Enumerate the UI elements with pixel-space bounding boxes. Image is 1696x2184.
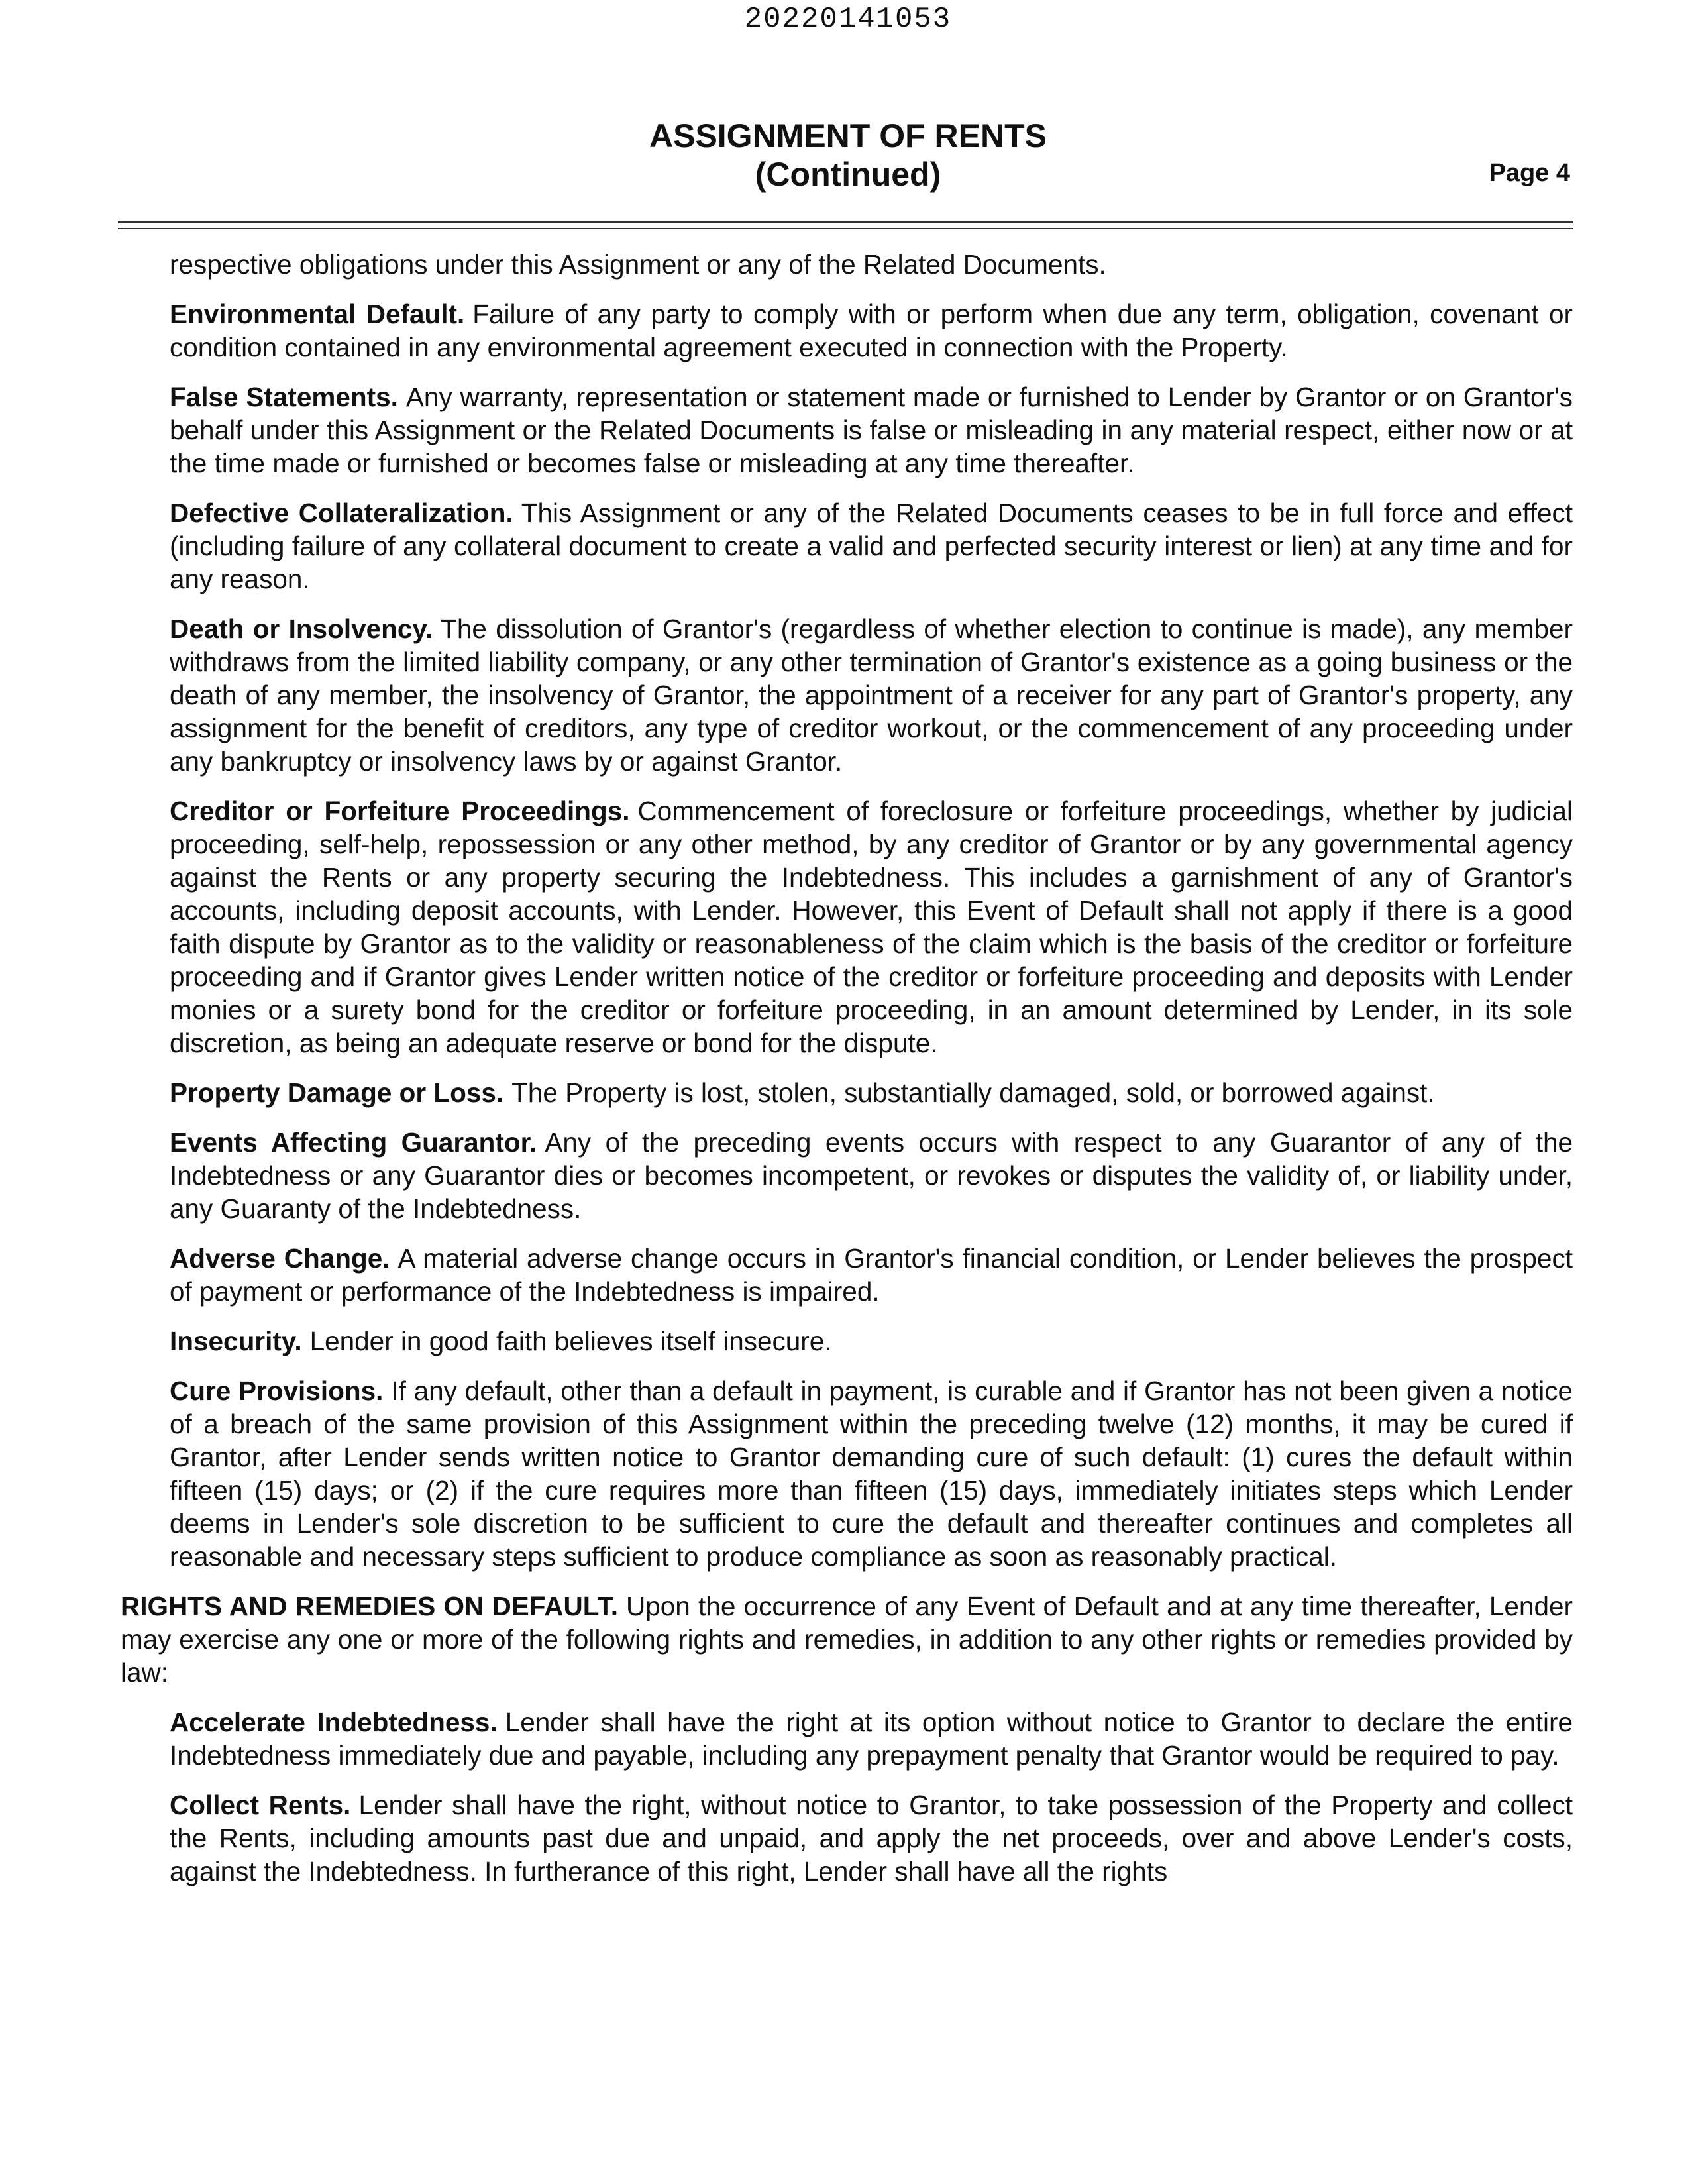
- event-heading: Adverse Change.: [170, 1243, 390, 1274]
- section-text: Upon the occurrence of any Event of Default and at any time thereafter, Lender may exercise any one or more of the following rights and remedies, in addition to any other rights or remedies provided by law:: [121, 1591, 1573, 1688]
- event-false-statements: [170, 380, 1573, 480]
- document-body: [121, 248, 1573, 1904]
- event-heading: Cure Provisions.: [170, 1376, 384, 1406]
- rights-and-remedies-section: [121, 1590, 1573, 1689]
- event-death-or-insolvency: [170, 612, 1573, 778]
- document-number: 20220141053: [744, 3, 952, 36]
- remedy-accelerate-indebtedness: [170, 1706, 1573, 1772]
- event-heading: Property Damage or Loss.: [170, 1077, 504, 1108]
- event-cure-provisions: [170, 1374, 1573, 1573]
- event-text: Any warranty, representation or statement made or furnished to Lender by Grantor or on Grantor's behalf under this Assignment or the Related Documents is false or misleading in any material respect, either now or at the time made or furnished or becomes false or misleading at any time thereafter.: [170, 382, 1573, 478]
- event-adverse-change: [170, 1242, 1573, 1308]
- header-divider-bottom: [118, 228, 1573, 229]
- event-text: Any of the preceding events occurs with respect to any Guarantor of any of the Indebtedness or any Guarantor dies or becomes incompetent, or revokes or disputes the validity of, or liability under, any Guaranty of the Indebtedness.: [170, 1127, 1573, 1224]
- remedy-heading: Collect Rents.: [170, 1790, 351, 1820]
- event-environmental-default: [170, 298, 1573, 364]
- remedy-heading: Accelerate Indebtedness.: [170, 1707, 498, 1737]
- event-heading: Events Affecting Guarantor.: [170, 1127, 537, 1158]
- event-heading: Insecurity.: [170, 1326, 302, 1356]
- event-text: A material adverse change occurs in Grantor's financial condition, or Lender believes the prospect of payment or performance of the Indebtedness is impaired.: [170, 1243, 1573, 1307]
- header-divider-top: [118, 221, 1573, 223]
- event-defective-collateralization: [170, 496, 1573, 596]
- event-text: Failure of any party to comply with or perform when due any term, obligation, covenant or condition contained in any environmental agreement executed in connection with the Property.: [170, 299, 1573, 362]
- remedy-text: Lender shall have the right at its option without notice to Grantor to declare the entire Indebtedness immediately due and payable, including any prepayment penalty that Grantor would be required to pay.: [170, 1707, 1573, 1771]
- event-affecting-guarantor: [170, 1126, 1573, 1225]
- event-text: This Assignment or any of the Related Documents ceases to be in full force and effect (including failure of any collateral document to create a valid and perfected security interest or lien) at any time and for any reason.: [170, 498, 1573, 594]
- page-title: [0, 117, 1696, 193]
- event-text: Commencement of foreclosure or forfeiture proceedings, whether by judicial proceeding, self-help, repossession or any other method, by any creditor of Grantor or by any governmental agency against the Rents or any property securing the Indebtedness. This includes a garnishment of any of Grantor's accounts, including deposit accounts, with Lender. However, this Event of Default shall not apply if there is a good faith dispute by Grantor as to the validity or reasonableness of the claim which is the basis of the creditor or forfeiture proceeding and if Grantor gives Lender written notice of the creditor or forfeiture proceeding and deposits with Lender monies or a surety bond for the creditor or forfeiture proceeding, in an amount determined by Lender, in its sole discretion, as being an adequate reserve or bond for the dispute.: [170, 796, 1573, 1058]
- event-creditor-forfeiture: [170, 794, 1573, 1060]
- section-heading: RIGHTS AND REMEDIES ON DEFAULT.: [121, 1591, 618, 1621]
- event-text: If any default, other than a default in payment, is curable and if Grantor has not been given a notice of a breach of the same provision of this Assignment within the preceding twelve (12) months, it may be cured if Grantor, after Lender sends written notice to Grantor demanding cure of such default: (1) cures the default within fifteen (15) days; or (2) if the cure requires more than fifteen (15) days, immediately initiates steps which Lender deems in Lender's sole discretion to be sufficient to cure the default and thereafter continues and completes all reasonable and necessary steps sufficient to produce compliance as soon as reasonably practical.: [170, 1376, 1573, 1572]
- remedy-collect-rents: [170, 1788, 1573, 1888]
- event-heading: Death or Insolvency.: [170, 614, 433, 644]
- event-heading: Creditor or Forfeiture Proceedings.: [170, 796, 630, 826]
- event-text: The Property is lost, stolen, substantially damaged, sold, or borrowed against.: [511, 1077, 1435, 1108]
- event-heading: False Statements.: [170, 382, 398, 412]
- title-line-2: (Continued): [755, 156, 941, 193]
- event-property-damage: [170, 1076, 1573, 1109]
- title-line-1: ASSIGNMENT OF RENTS: [649, 117, 1047, 154]
- continuation-text: respective obligations under this Assignment or any of the Related Documents.: [170, 249, 1106, 280]
- event-text: The dissolution of Grantor's (regardless of whether election to continue is made), any member withdraws from the limited liability company, or any other termination of Grantor's existence as a going business or the death of any member, the insolvency of Grantor, the appointment of a receiver for any part of Grantor's property, any assignment for the benefit of creditors, any type of creditor workout, or the commencement of any proceeding under any bankruptcy or insolvency laws by or against Grantor.: [170, 614, 1573, 777]
- event-text: Lender in good faith believes itself insecure.: [309, 1326, 832, 1356]
- remedy-text: Lender shall have the right, without notice to Grantor, to take possession of the Property and collect the Rents, including amounts past due and unpaid, and apply the net proceeds, over and above Lender's costs, against the Indebtedness. In furtherance of this right, Lender shall have all the rights: [170, 1790, 1573, 1886]
- event-insecurity: [170, 1325, 1573, 1358]
- event-heading: Defective Collateralization.: [170, 498, 513, 528]
- page-number: Page 4: [1489, 159, 1570, 187]
- event-heading: Environmental Default.: [170, 299, 465, 329]
